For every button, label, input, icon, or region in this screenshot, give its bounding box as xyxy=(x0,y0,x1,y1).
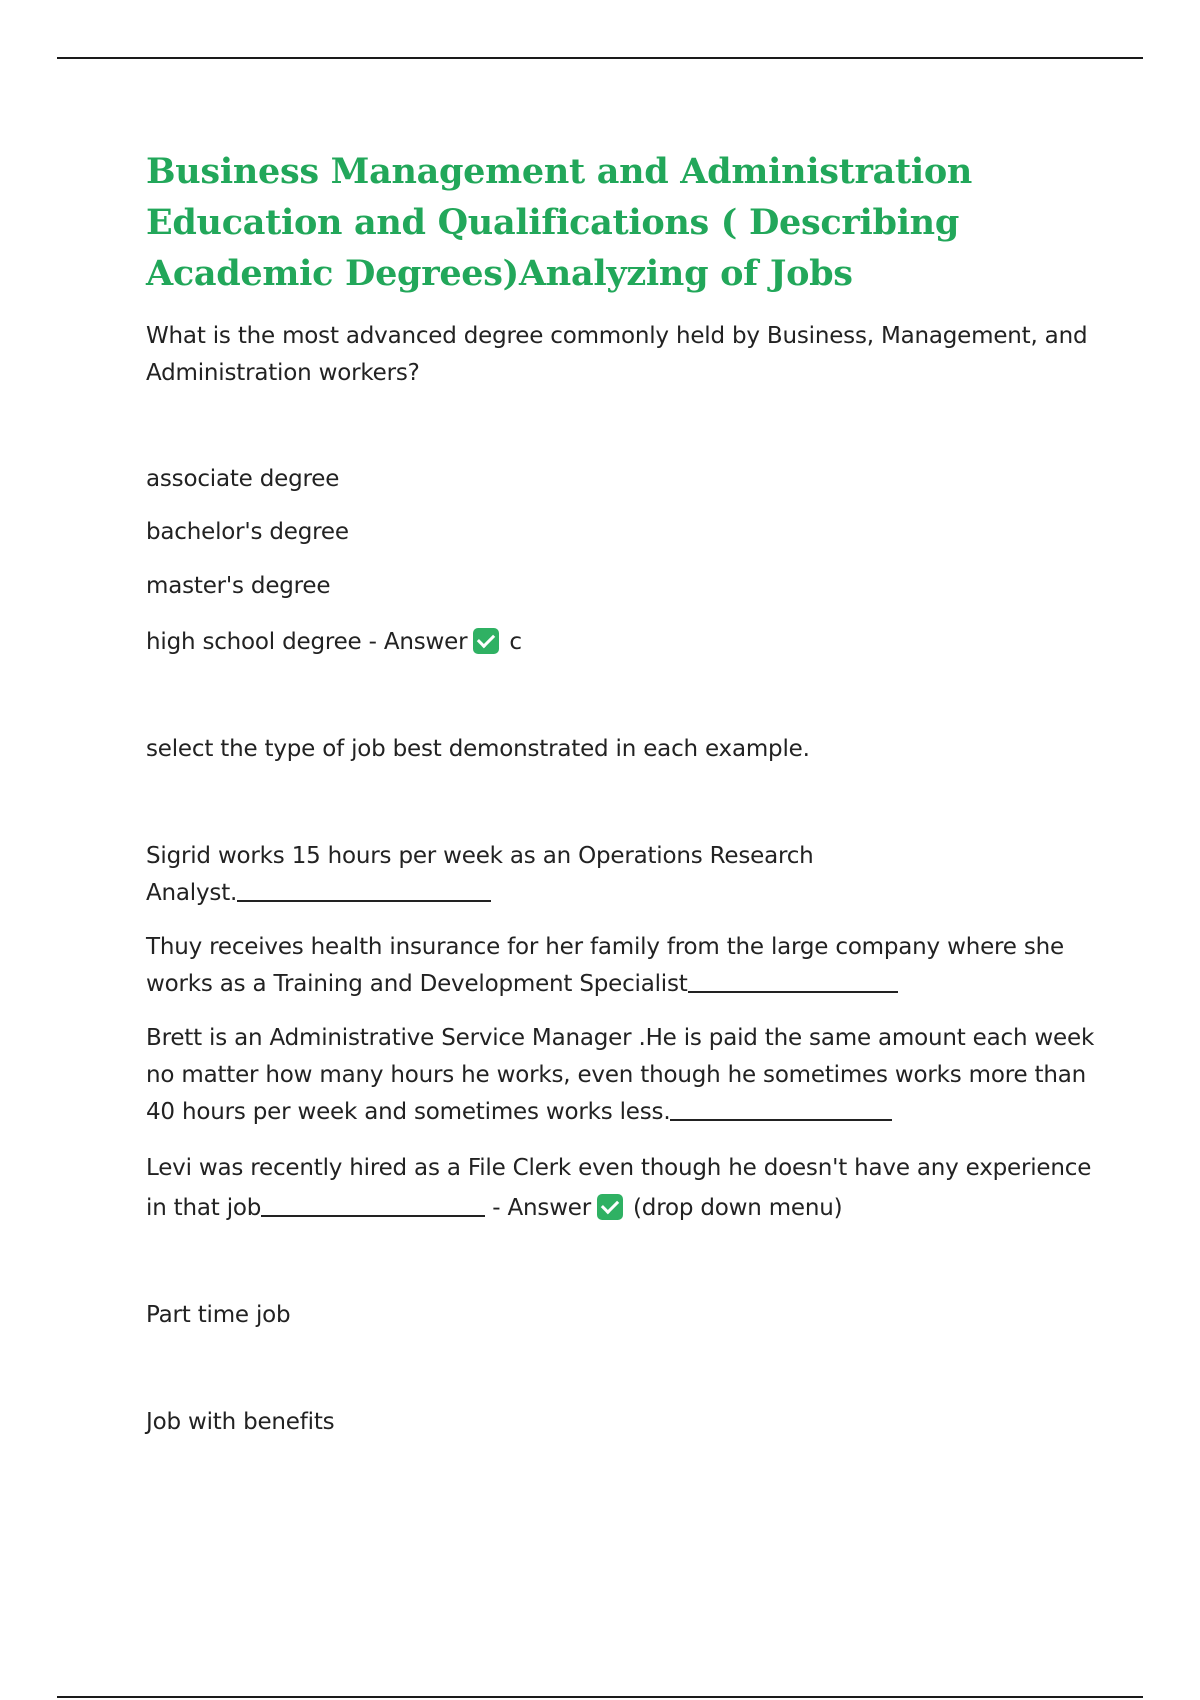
q1-option-c: master's degree xyxy=(146,573,331,599)
q2-answer-2: Job with benefits xyxy=(146,1409,335,1435)
q1-option-d xyxy=(146,624,1096,661)
page-title: Business Management and Administration Education and Qualifications ( Describing Academic Degrees)Analyzing of Jobs xyxy=(146,151,973,294)
q2-example-4-text: Levi was recently hired as a File Clerk even though he doesn't have any experience in that job xyxy=(146,1155,1092,1221)
q2-answer-1: Part time job xyxy=(146,1302,291,1328)
document-body xyxy=(146,146,1096,1441)
q2-example-4 xyxy=(146,1148,1096,1228)
answer-blank xyxy=(237,878,491,902)
check-icon xyxy=(473,628,499,654)
q2-example-2 xyxy=(146,929,1096,1003)
q2-answer-note: (drop down menu) xyxy=(633,1195,843,1221)
q2-answer-label: - Answer xyxy=(492,1195,592,1221)
q2-example-3-text: Brett is an Administrative Service Manager .He is paid the same amount each week no matter how many hours he works, even though he sometimes works more than 40 hours per week and sometimes works less. xyxy=(146,1025,1095,1125)
answer-blank xyxy=(261,1193,485,1217)
top-rule xyxy=(57,57,1143,59)
q2-example-1-text: Sigrid works 15 hours per week as an Operations Research Analyst. xyxy=(146,843,814,906)
q1-option-a: associate degree xyxy=(146,466,340,492)
q1-option-d-text: high school degree - Answer xyxy=(146,629,468,655)
q2-example-1 xyxy=(146,838,866,912)
q1-answer: c xyxy=(509,629,522,655)
answer-blank xyxy=(670,1097,892,1121)
answer-blank xyxy=(688,969,898,993)
q1-option-b: bachelor's degree xyxy=(146,519,349,545)
q2-example-3 xyxy=(146,1020,1096,1131)
q2-instruction: select the type of job best demonstrated in each example. xyxy=(146,736,810,762)
q1-question: What is the most advanced degree commonly held by Business, Management, and Administration workers? xyxy=(146,323,1088,386)
check-icon xyxy=(597,1194,623,1220)
q2-example-2-text: Thuy receives health insurance for her family from the large company where she works as a Training and Development Specialist xyxy=(146,934,1064,997)
bottom-rule xyxy=(57,1696,1143,1698)
